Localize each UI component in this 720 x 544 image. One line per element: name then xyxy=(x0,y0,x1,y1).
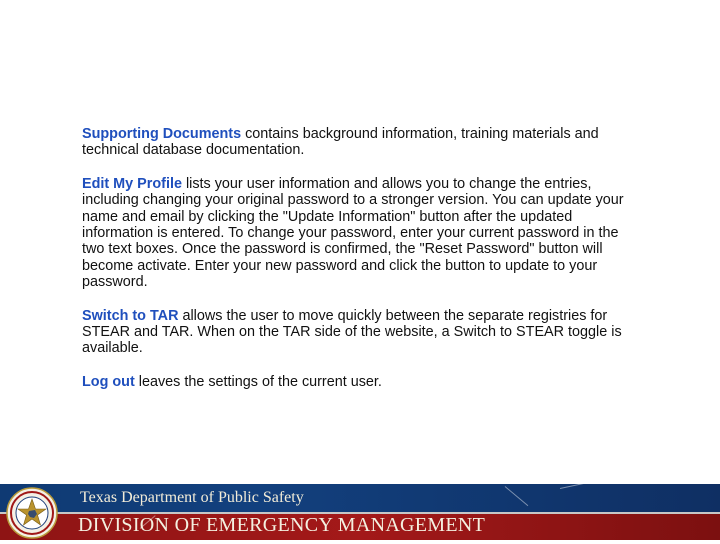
footer-agency-name: Texas Department of Public Safety xyxy=(80,489,304,506)
paragraph-switch-to-tar xyxy=(82,308,642,357)
desc-edit-my-profile: lists your user information and allows you to change the entries, including changing your original password to a stronger version. You can update your name and email by clicking the "Update Information" button after the updated information is entered. To change your password, enter your current password in the two text boxes. Once the password is confirmed, the "Reset Password" button will become activate. Enter your new password and click the button to update to your password. xyxy=(82,175,624,291)
term-supporting-documents: Supporting Documents xyxy=(82,126,242,142)
term-log-out: Log out xyxy=(82,373,135,390)
paragraph-edit-my-profile xyxy=(82,176,642,291)
paragraph-log-out xyxy=(82,374,642,390)
footer-division-name: DIVISION OF EMERGENCY MANAGEMENT xyxy=(78,514,486,536)
desc-supporting-documents: contains background information, training materials and technical database documentation. xyxy=(82,126,599,159)
desc-log-out: leaves the settings of the current user. xyxy=(134,373,382,390)
texas-dps-seal-icon xyxy=(6,487,58,539)
slide-body xyxy=(82,126,642,407)
desc-switch-to-tar: allows the user to move quickly between the separate registries for STEAR and TAR. When on the TAR side of the website, a Switch to STEAR toggle is available. xyxy=(82,307,622,357)
paragraph-supporting-documents xyxy=(82,126,642,159)
term-switch-to-tar: Switch to TAR xyxy=(82,307,179,324)
term-edit-my-profile: Edit My Profile xyxy=(82,175,182,192)
